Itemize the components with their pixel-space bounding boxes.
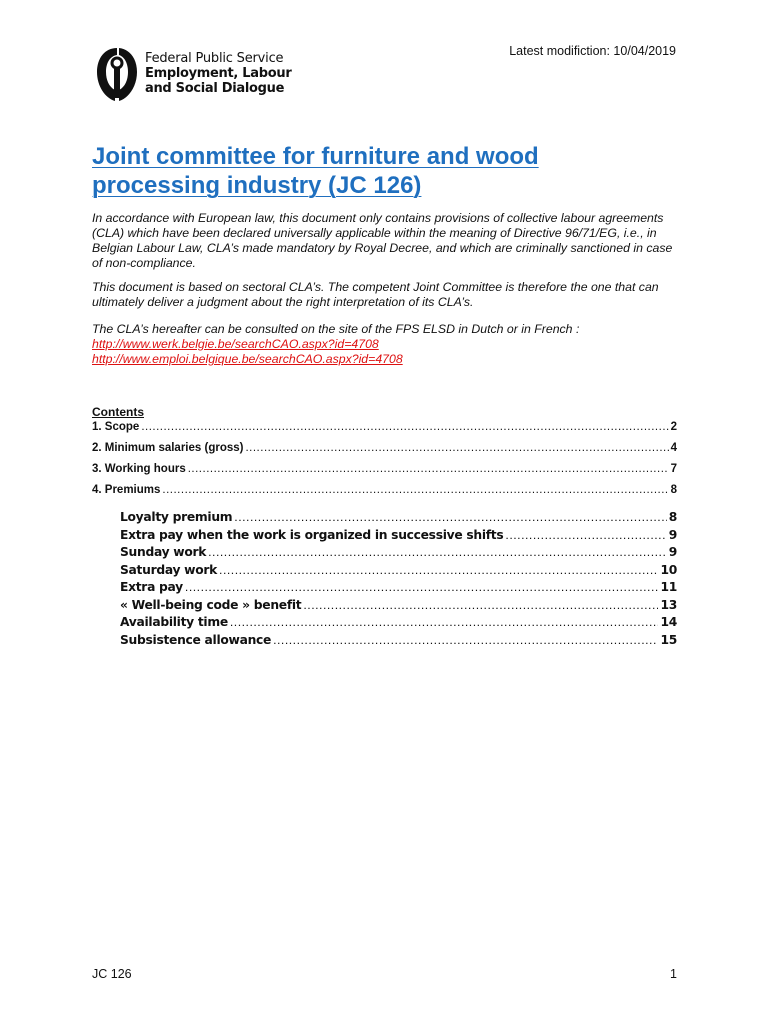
intro-paragraph-2: This document is based on sectoral CLA’s. The competent Joint Committee is therefore the one that can ultimately deliver a judgment about the right interpretation of its CLA’s. <box>92 280 659 309</box>
toc-leader <box>185 580 659 595</box>
toc-subitem-availability-time[interactable] <box>92 615 677 633</box>
toc-subitem-well-being-code[interactable] <box>92 598 677 616</box>
footer-page-number: 1 <box>670 967 677 981</box>
toc-item-scope[interactable] <box>92 420 677 441</box>
toc-label: 4. Premiums <box>92 484 161 496</box>
toc-label: Sunday work <box>120 545 207 559</box>
link-dutch[interactable]: http://www.werk.belgie.be/searchCAO.aspx?id=4708 <box>92 337 379 351</box>
toc-page: 7 <box>670 463 677 475</box>
toc-label: 2. Minimum salaries (gross) <box>92 442 244 454</box>
contents-heading: Contents <box>92 405 144 419</box>
toc-subitem-sunday-work[interactable] <box>92 545 677 563</box>
link-french[interactable]: http://www.emploi.belgique.be/searchCAO.aspx?id=4708 <box>92 352 403 366</box>
logo-line-2: Employment, Labour <box>145 66 292 81</box>
toc-page: 14 <box>660 615 677 629</box>
toc-page: 4 <box>670 442 677 454</box>
toc-page: 11 <box>660 580 677 594</box>
toc-leader <box>505 528 666 543</box>
toc-leader <box>208 545 667 560</box>
toc-subitem-extra-pay-shifts[interactable] <box>92 528 677 546</box>
toc-label: 3. Working hours <box>92 463 186 475</box>
footer-doc-code: JC 126 <box>92 967 132 981</box>
toc-page: 8 <box>670 484 677 496</box>
toc-page: 8 <box>668 510 677 524</box>
logo-line-1: Federal Public Service <box>145 51 284 66</box>
toc-page: 15 <box>660 632 677 647</box>
toc-leader <box>141 420 668 434</box>
toc-label: Availability time <box>120 615 228 629</box>
toc-leader <box>245 441 668 455</box>
toc-label: 1. Scope <box>92 421 140 433</box>
toc-subitem-subsistence-allowance[interactable] <box>92 633 677 651</box>
toc-leader <box>219 563 658 578</box>
toc-label: Subsistence allowance <box>120 632 272 647</box>
intro-paragraph-3-text: The CLA’s hereafter can be consulted on the site of the FPS ELSD in Dutch or in French : <box>92 322 580 336</box>
toc-label: Saturday work <box>120 562 218 577</box>
toc-leader <box>303 598 658 613</box>
logo-line-3: and Social Dialogue <box>145 81 285 96</box>
toc-label: Extra pay when the work is organized in successive shifts <box>120 527 504 542</box>
toc-subitem-saturday-work[interactable] <box>92 563 677 581</box>
intro-paragraph-1: In accordance with European law, this document only contains provisions of collective labour agreements (CLA) which have been declared universally applicable within the meaning of Directive 96/71/EG, i.e., in Belgian Labour Law, CLA’s made mandatory by Royal Decree, and which are criminally sanctioned in case of non-compliance. <box>92 211 673 270</box>
fps-logo <box>95 44 295 106</box>
latest-modification: Latest modifiction: 10/04/2019 <box>509 44 676 58</box>
toc-label: Loyalty premium <box>120 510 233 524</box>
toc-item-working-hours[interactable] <box>92 462 677 483</box>
toc-page: 2 <box>670 421 677 433</box>
toc-subitem-loyalty-premium[interactable] <box>92 510 677 528</box>
toc-page: 9 <box>668 527 677 542</box>
toc-page: 13 <box>660 597 677 612</box>
toc-label: « Well-being code » benefit <box>120 597 302 612</box>
intro-paragraph-3 <box>92 322 682 367</box>
toc-leader <box>188 462 669 476</box>
toc-leader <box>273 633 658 648</box>
toc-leader <box>162 483 668 497</box>
fps-logo-icon <box>95 44 139 104</box>
toc-label: Extra pay <box>120 580 183 594</box>
toc-item-premiums[interactable] <box>92 483 677 504</box>
toc-subitem-extra-pay[interactable] <box>92 580 677 598</box>
table-of-contents <box>92 420 677 650</box>
toc-leader <box>234 510 666 525</box>
toc-item-minimum-salaries[interactable] <box>92 441 677 462</box>
toc-leader <box>230 615 659 630</box>
document-title: Joint committee for furniture and wood processing industry (JC 126) <box>92 143 539 199</box>
toc-page: 10 <box>660 562 677 577</box>
toc-page: 9 <box>668 545 677 559</box>
